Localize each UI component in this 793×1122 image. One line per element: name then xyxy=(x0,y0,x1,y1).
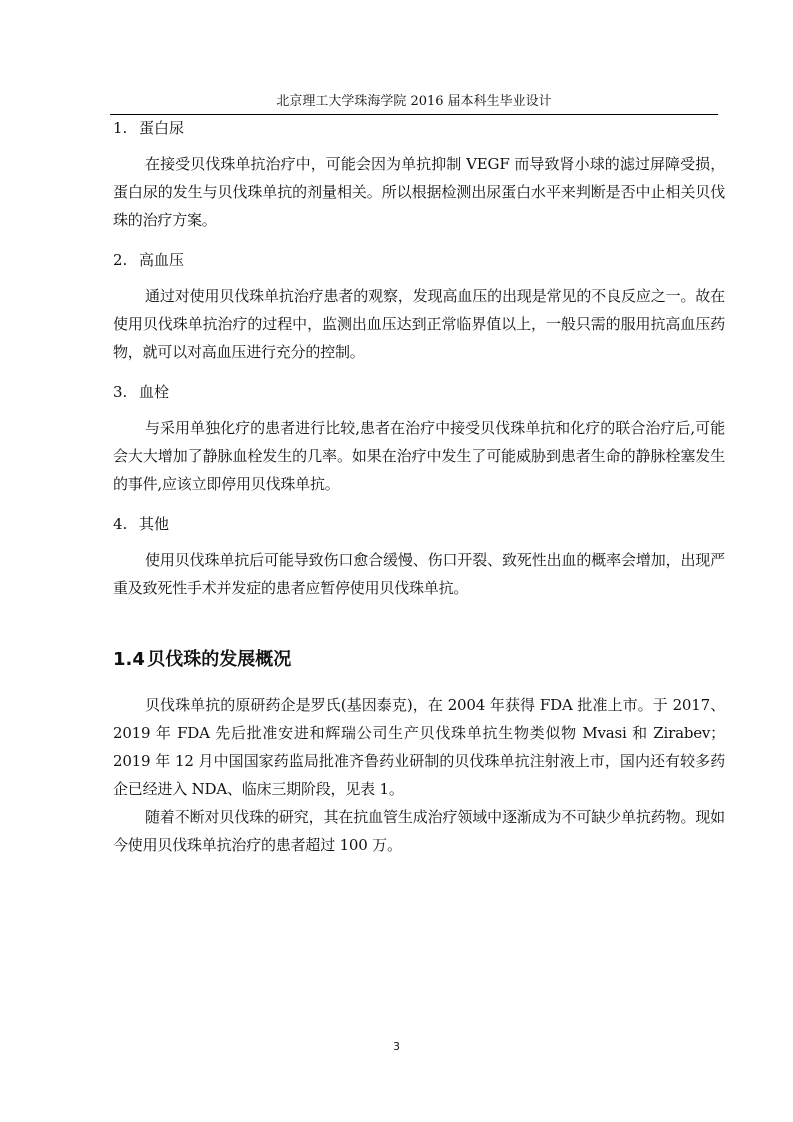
page-content xyxy=(113,116,725,859)
list-item xyxy=(113,380,725,498)
section-heading-text: 贝伐珠的发展概况 xyxy=(147,649,292,670)
item-heading xyxy=(113,512,725,536)
item-title: 血栓 xyxy=(139,383,170,401)
item-heading xyxy=(113,116,725,140)
item-heading xyxy=(113,248,725,272)
item-title: 高血压 xyxy=(139,251,185,269)
page-header: 北京理工大学珠海学院 2016 届本科生毕业设计 xyxy=(110,93,718,115)
item-paragraph: 在接受贝伐珠单抗治疗中，可能会因为单抗抑制 VEGF 而导致肾小球的滤过屏障受损，蛋白尿的发生与贝伐珠单抗的剂量相关。所以根据检测出尿蛋白水平来判断是否中止相关贝伐珠的治疗方案。 xyxy=(113,155,725,229)
item-number: 4. xyxy=(113,515,128,533)
page-number: 3 xyxy=(393,1040,400,1053)
item-number: 2. xyxy=(113,251,128,269)
list-item xyxy=(113,116,725,234)
item-title: 蛋白尿 xyxy=(139,119,185,137)
item-number: 1. xyxy=(113,119,128,137)
list-item xyxy=(113,248,725,366)
item-heading xyxy=(113,380,725,404)
item-paragraph: 与采用单独化疗的患者进行比较,患者在治疗中接受贝伐珠单抗和化疗的联合治疗后,可能会大大增加了静脉血栓发生的几率。如果在治疗中发生了可能威胁到患者生命的静脉栓塞发生的事件,应该立即停用贝伐珠单抗。 xyxy=(113,419,725,493)
section-title xyxy=(113,647,725,673)
list-item xyxy=(113,512,725,602)
item-paragraph: 通过对使用贝伐珠单抗治疗患者的观察，发现高血压的出现是常见的不良反应之一。故在使用贝伐珠单抗治疗的过程中，监测出血压达到正常临界值以上，一般只需的服用抗高血压药物，就可以对高血压进行充分的控制。 xyxy=(113,287,725,361)
section-paragraph: 贝伐珠单抗的原研药企是罗氏(基因泰克)，在 2004 年获得 FDA 批准上市。于 2017、2019 年 FDA 先后批准安进和辉瑞公司生产贝伐珠单抗生物类似物 Mvasi 和 Zirabev；2019 年 12 月中国国家药监局批准齐鲁药业研制的贝伐珠单抗注射液上市，国内还有较多药企已经进入 NDA、临床三期阶段，见表 1。 xyxy=(113,696,725,798)
item-paragraph: 使用贝伐珠单抗后可能导致伤口愈合缓慢、伤口开裂、致死性出血的概率会增加，出现严重及致死性手术并发症的患者应暂停使用贝伐珠单抗。 xyxy=(113,551,725,597)
item-number: 3. xyxy=(113,383,128,401)
section-paragraph: 随着不断对贝伐珠的研究，其在抗血管生成治疗领域中逐渐成为不可缺少单抗药物。现如今使用贝伐珠单抗治疗的患者超过 100 万。 xyxy=(113,808,725,854)
item-title: 其他 xyxy=(139,515,170,533)
section-number: 1.4 xyxy=(113,649,145,670)
